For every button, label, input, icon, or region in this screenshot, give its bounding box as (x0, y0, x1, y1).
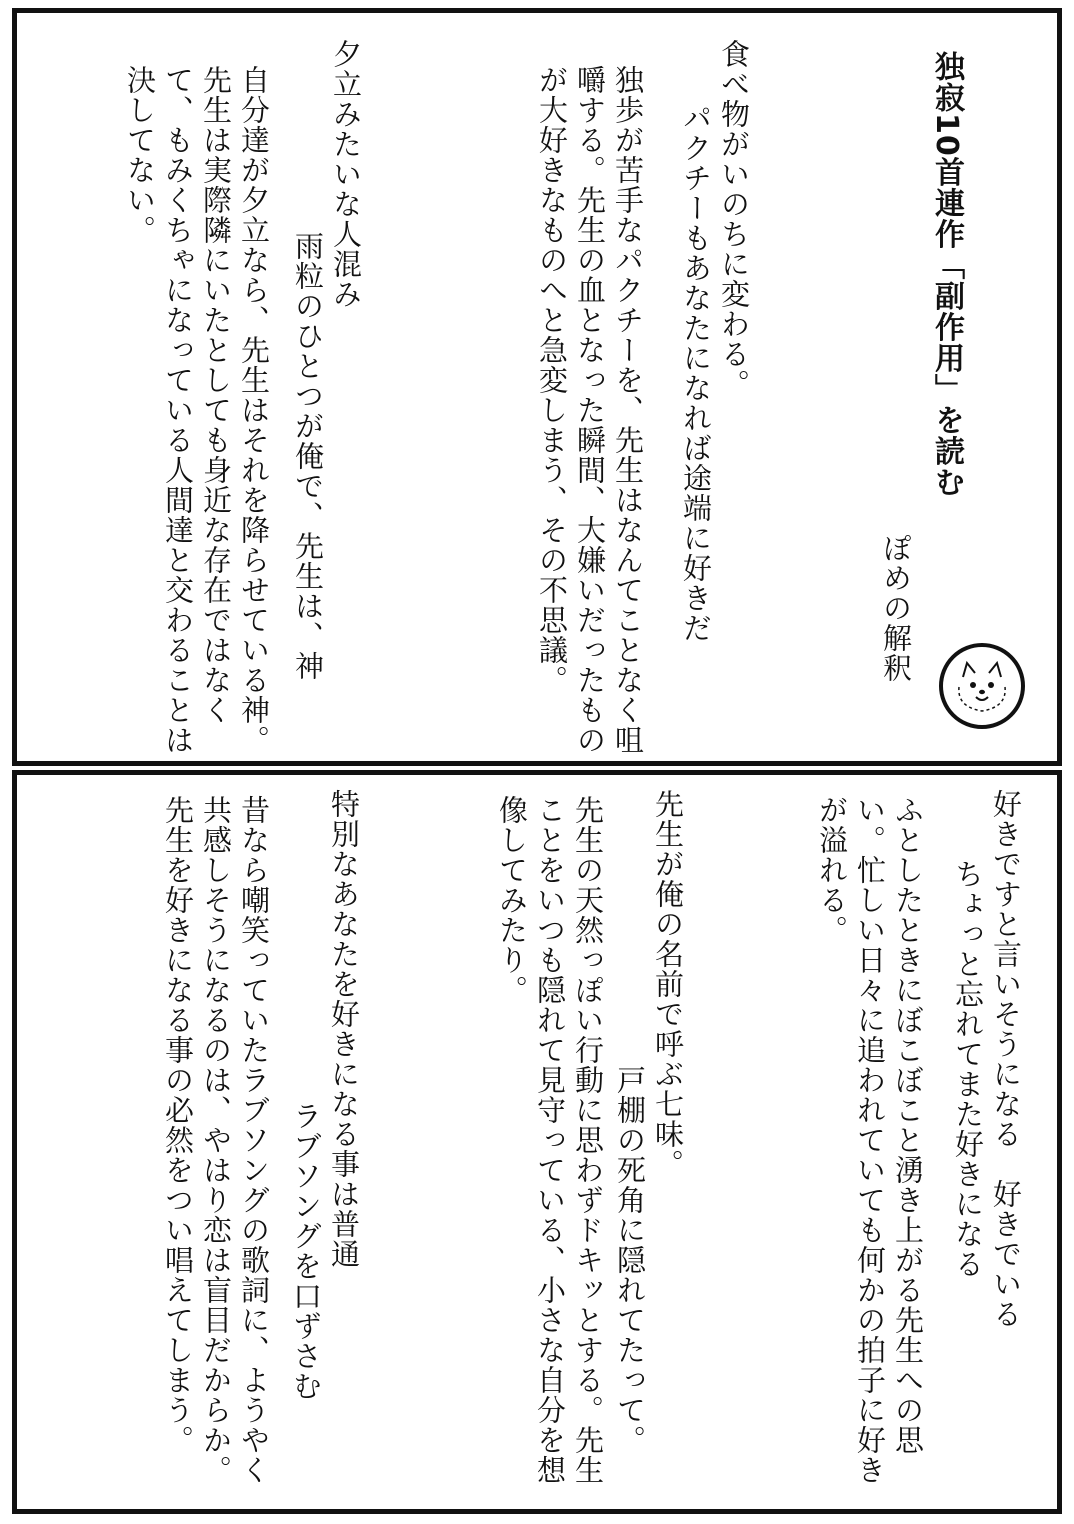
poem-2-line-1: 夕立みたいな人混み (329, 39, 363, 309)
dog-face-icon (943, 647, 1021, 725)
page-title: 独寂10首連作「副作用」を読む (929, 51, 964, 498)
poem-5-commentary: 昔なら嘲笑っていたラブソングの歌詞に、ようやく共感しそうになるのは、やはり恋は盲目だからか。先生を好きになる事の必然をつい唱えてしまう。 (161, 795, 271, 1485)
poem-3-line-1: 好きですと言いそうになる 好きでいる (989, 789, 1023, 1329)
poem-5-line-1: 特別なあなたを好きになる事は普通 (327, 789, 361, 1269)
poem-2-commentary: 自分達が夕立なら、先生はそれを降らせている神。先生は実際隣にいたとしても身近な存在ではなくて、もみくちゃになっている人間達と交わることは決してない。 (123, 65, 271, 755)
poem-5-line-2: ラブソングを口ずさむ (289, 1101, 323, 1401)
bottom-panel (12, 770, 1062, 1514)
poem-4-line-2: 戸棚の死角に隠れてたって。 (613, 1065, 647, 1455)
byline: ぽめの解釈 (879, 533, 913, 683)
poem-1-line-2: パクチーもあなたになれば途端に好きだ (679, 103, 713, 643)
poem-2-line-2: 雨粒のひとつが俺で、先生は、神 (291, 231, 325, 681)
poem-4-commentary: 先生の天然っぽい行動に思わずドキッとする。先生ことをいつも隠れて見守っている、小さな自分を想像してみたり。 (495, 795, 605, 1485)
avatar (939, 643, 1025, 729)
poem-3-commentary: ふとしたときにぼこぼこと湧き上がる先生への思い。忙しい日々に追われていても何かの拍子に好きが溢れる。 (815, 795, 925, 1485)
top-panel (12, 8, 1062, 766)
poem-3-line-2: ちょっと忘れてまた好きになる (951, 859, 985, 1279)
poem-1-commentary: 独歩が苦手なパクチーを、先生はなんてことなく咀嚼する。先生の血となった瞬間、大嫌いだったものが大好きなものへと急変しまう、その不思議。 (535, 65, 645, 755)
poem-1-line-1: 食べ物がいのちに変わる。 (717, 39, 751, 399)
poem-4-line-1: 先生が俺の名前で呼ぶ七味。 (651, 789, 685, 1179)
